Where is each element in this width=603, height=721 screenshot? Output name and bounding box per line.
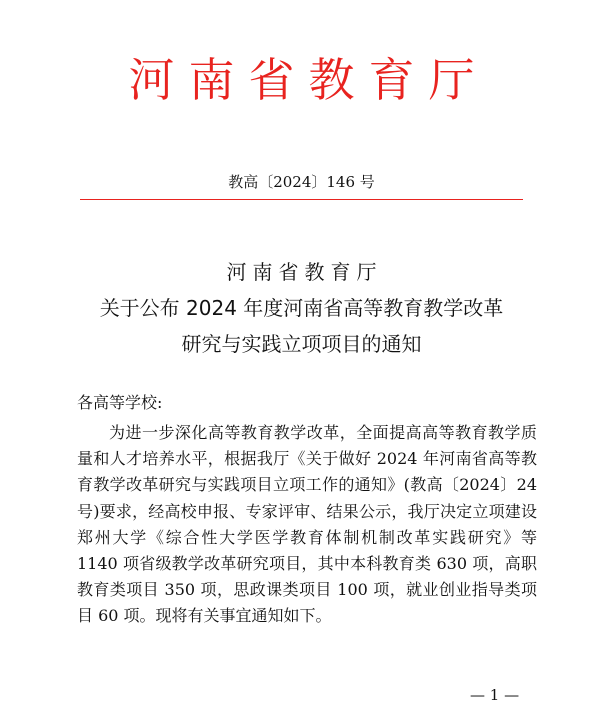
red-divider: [80, 199, 523, 200]
salutation: 各高等学校:: [77, 393, 163, 412]
body-paragraph: 为进一步深化高等教育教学改革，全面提高高等教育教学质量和人才培养水平，根据我厅《关于做好 2024 年河南省高等教育教学改革研究与实践项目立项工作的通知》(教高〔2024〕24 号)要求，经高校申报、专家评审、结果公示，我厅决定立项建设郑州大学《综合性大学医学教育体制机制改革实践研究》等 1140 项省级教学改革研究项目，其中本科教育类 630 项，高职教育类项目 350 项，思政课类项目 100 项，就业创业指导类项目 60 项。现将有关事宜通知如下。: [77, 423, 537, 626]
title-line-2: 关于公布 2024 年度河南省高等教育教学改革: [99, 296, 504, 320]
title-line-1: 河南省教育厅: [226, 260, 383, 284]
title-line-3: 研究与实践立项项目的通知: [181, 332, 422, 356]
document-number: 教高〔2024〕146 号: [228, 173, 375, 191]
page-number: — 1 —: [470, 686, 520, 704]
issuer-header: 河南省教育厅: [128, 53, 489, 107]
